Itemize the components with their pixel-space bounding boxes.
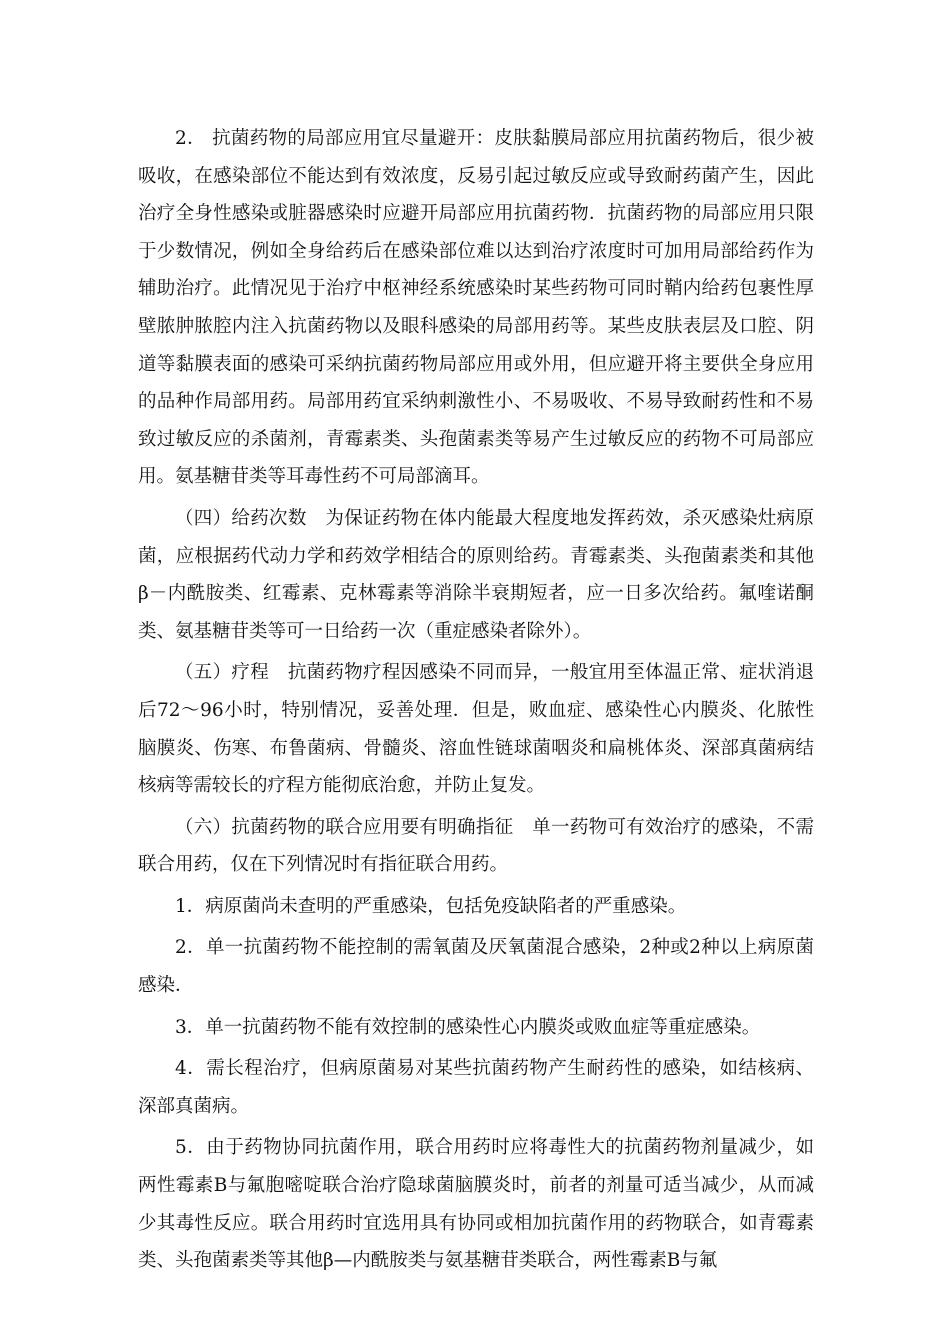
- list-item-1: 1．病原菌尚未查明的严重感染，包括免疫缺陷者的严重感染。: [175, 895, 687, 917]
- list-item-3: 3．单一抗菌药物不能有效控制的感染性心内膜炎或败血症等重症感染。: [175, 1016, 761, 1038]
- paragraph-topical-use: 2． 抗菌药物的局部应用宜尽量避开：皮肤黏膜局部应用抗菌药物后，很少被吸收，在感染部位不能达到有效浓度，反易引起过敏反应或导致耐药菌产生，因此治疗全身性感染或脏器感染时应避开局部应用抗菌药物．抗菌药物的局部应用只限于少数情况，例如全身给药后在感染部位难以达到治疗浓度时可加用局部给药作为辅助治疗。此情况见于治疗中枢神经系统感染时某些药物可同时鞘内给药包裹性厚壁脓肿脓腔内注入抗菌药物以及眼科感染的局部用药等。某些皮肤表层及口腔、阴道等黏膜表面的感染可采纳抗菌药物局部应用或外用，但应避开将主要供全身应用的品种作局部用药。局部用药宜采纳刺激性小、不易吸收、不易导致耐药性和不易致过敏反应的杀菌剂，青霉素类、头孢菌素类等易产生过敏反应的药物不可局部应用。氨基糖苷类等耳毒性药不可局部滴耳。: [138, 128, 814, 488]
- list-item-5: 5．由于药物协同抗菌作用，联合用药时应将毒性大的抗菌药物剂量减少，如两性霉素B与氟胞嘧啶联合治疗隐球菌脑膜炎时，前者的剂量可适当减少，从而减少其毒性反应。联合用药时宜选用具有协同或相加抗菌作用的药物联合，如青霉素类、头孢菌素类等其他β—内酰胺类与氨基糖苷类联合，两性霉素B与氟: [138, 1137, 814, 1272]
- list-item-4: 4．需长程治疗，但病原菌易对某些抗菌药物产生耐药性的感染，如结核病、深部真菌病。: [138, 1058, 814, 1117]
- paragraph-dosing-frequency: （四）给药次数 为保证药物在体内能最大程度地发挥药效，杀灭感染灶病原菌，应根据药代动力学和药效学相结合的原则给药。青霉素类、头孢菌素类和其他β－内酰胺类、红霉素、克林霉素等消除半衰期短者，应一日多次给药。氟喹诺酮类、氨基糖苷类等可一日给药一次（重症感染者除外）。: [138, 507, 814, 642]
- document-body: [138, 120, 814, 1280]
- paragraph-treatment-course: （五）疗程 抗菌药物疗程因感染不同而异，一般宜用至体温正常、症状消退后72～96小时，特别情况，妥善处理．但是，败血症、感染性心内膜炎、化脓性脑膜炎、伤寒、布鲁菌病、骨髓炎、溶血性链球菌咽炎和扁桃体炎、深部真菌病结核病等需较长的疗程方能彻底治愈，并防止复发。: [138, 662, 814, 797]
- list-item-2: 2．单一抗菌药物不能控制的需氧菌及厌氧菌混合感染，2种或2种以上病原菌感染．: [138, 937, 814, 997]
- paragraph-combination-indications: （六）抗菌药物的联合应用要有明确指征 单一药物可有效治疗的感染，不需联合用药，仅在下列情况时有指征联合用药。: [138, 816, 814, 876]
